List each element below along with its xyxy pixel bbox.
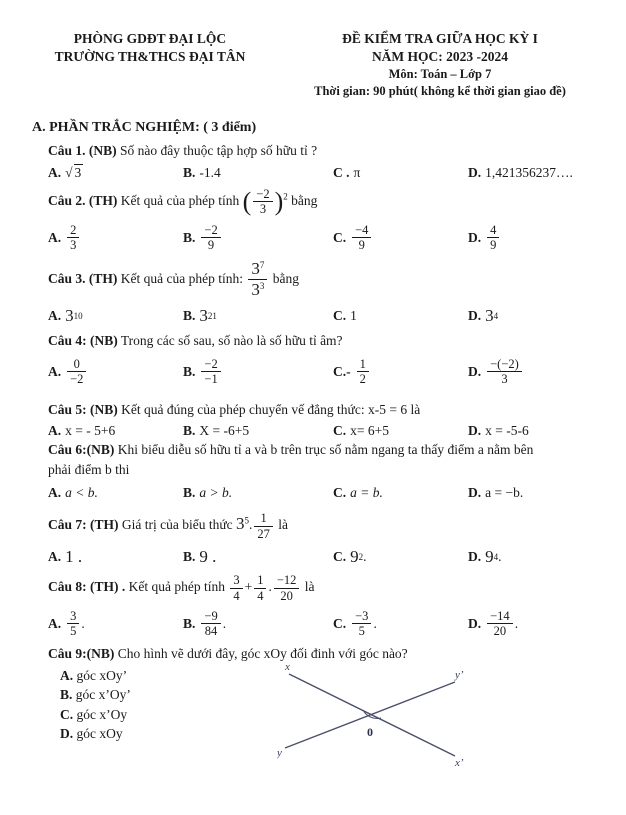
q1-option-d[interactable] <box>468 165 573 181</box>
q7-option-b-value: 9 . <box>199 547 217 567</box>
q8-option-b-label: B. <box>183 615 196 631</box>
q2-option-c-num: −4 <box>355 222 369 237</box>
question-8-label: Câu 8: (TH) . <box>48 579 126 595</box>
q2-option-c[interactable] <box>333 223 468 253</box>
q7-option-b-label: B. <box>183 549 196 565</box>
question-7-answers <box>48 547 604 567</box>
question-1-answers <box>48 164 604 181</box>
q9-option-a[interactable]: A. góc xOy’ <box>60 667 128 683</box>
q8-option-b-den: 84 <box>201 623 220 638</box>
question-2 <box>48 187 604 217</box>
school-name: TRƯỜNG TH&THCS ĐẠI TÂN <box>54 49 246 65</box>
q6-option-d[interactable] <box>468 485 523 501</box>
intersecting-lines-figure <box>277 660 467 770</box>
q1-option-a-value: 3 <box>74 165 82 181</box>
q9-option-d-value: góc xOy <box>76 726 123 742</box>
q6-option-b[interactable] <box>183 485 333 501</box>
q7-option-c-label: C. <box>333 549 347 565</box>
q8-option-a[interactable]: A. $\frac{3}{5}$ . <box>48 608 85 639</box>
question-4 <box>48 332 604 351</box>
q6-option-a[interactable] <box>48 485 183 501</box>
q4-option-c-num: 1 <box>359 356 366 371</box>
q9-option-b-value: góc x’Oy’ <box>75 687 131 703</box>
q6-option-d-label: D. <box>468 485 482 501</box>
exam-info-block <box>274 30 606 100</box>
q1-option-c-label: C . <box>333 164 350 180</box>
q7-option-d[interactable]: D. 9 4 . <box>468 547 502 567</box>
q1-option-d-value: 1,421356237…. <box>485 164 573 180</box>
q8-option-c-label: C. <box>333 615 347 631</box>
q7-expression: $3^5$. $\frac{1}{27}$ <box>236 517 275 532</box>
q3-option-c-value: 1 <box>350 308 357 324</box>
q4-option-a-den: −2 <box>67 371 86 386</box>
q5-option-a-value: x = - 5+6 <box>65 422 116 438</box>
q2-option-d[interactable] <box>468 223 501 253</box>
q2-option-c-label: C. <box>333 229 347 245</box>
question-3-label: Câu 3. (TH) <box>48 270 118 286</box>
q8-option-d-label: D. <box>468 615 482 631</box>
q3-option-d[interactable] <box>468 306 498 326</box>
q5-option-a[interactable] <box>48 423 183 439</box>
q8-option-b[interactable]: B. $\frac{-9}{84}$ . <box>183 608 227 639</box>
q8-option-d-den: 20 <box>487 623 513 638</box>
q3-expr-num: $3^7$ <box>251 258 265 278</box>
q3-option-c-label: C. <box>333 308 347 324</box>
q6-option-b-label: B. <box>183 485 196 501</box>
question-2-text-end: bằng <box>291 193 318 209</box>
q9-option-d[interactable]: D. góc xOy <box>60 726 123 742</box>
q5-option-d-label: D. <box>468 422 482 438</box>
q5-option-b-value: X = -6+5 <box>199 422 250 438</box>
label-x: x <box>285 660 290 673</box>
question-3 <box>48 259 604 301</box>
q5-option-b[interactable] <box>183 423 333 439</box>
q4-option-a-label: A. <box>48 363 62 379</box>
question-8 <box>48 573 604 603</box>
question-2-answers <box>48 223 604 253</box>
question-7-label: Câu 7: (TH) <box>48 517 119 533</box>
q3-option-c[interactable] <box>333 308 468 324</box>
q8-option-c[interactable]: C. $\frac{-3}{5}$ . <box>333 608 377 639</box>
q2-option-a[interactable] <box>48 223 183 253</box>
question-9-text: Cho hình vẽ dưới đây, góc xOy đối đinh với góc nào? <box>117 645 408 661</box>
label-xprime: x’ <box>455 756 464 769</box>
q6-option-c[interactable] <box>333 485 468 501</box>
q8-expression: $\frac{3}{4}$ + $\frac{1}{4}$ . $\frac{-12}{20}$ <box>228 579 301 594</box>
question-3-text-end: bằng <box>272 270 299 286</box>
q2-option-d-label: D. <box>468 229 482 245</box>
exam-title: ĐỀ KIỂM TRA GIỮA HỌC KỲ I <box>342 31 538 46</box>
q2-expr-exponent: 2 <box>283 191 288 202</box>
question-4-answers <box>48 357 604 387</box>
q1-option-d-label: D. <box>468 164 482 180</box>
question-3-text: Kết quả của phép tính: <box>120 270 243 286</box>
label-origin: 0 <box>367 724 373 739</box>
question-8-answers <box>48 609 604 639</box>
q8-option-c-den: 5 <box>352 623 371 638</box>
q4-option-c-label: C.- <box>333 363 351 379</box>
q4-option-d-num: −(−2) <box>490 356 519 371</box>
q8-option-a-den: 5 <box>67 623 79 638</box>
q7-option-c-exp: 2 <box>358 552 364 563</box>
q6-option-d-value: a = −b. <box>485 485 524 501</box>
q3-expr-den: $3^3$ <box>248 279 267 300</box>
q4-option-d-den: 3 <box>487 371 522 386</box>
q3-expression <box>248 259 267 301</box>
q7-option-d-label: D. <box>468 549 482 565</box>
q3-option-b-base: 3 <box>199 306 208 326</box>
q9-option-c-value: góc x’Oy <box>76 706 128 722</box>
q7-option-c[interactable]: C. 9 2 . <box>333 547 367 567</box>
q1-option-c-value: π <box>353 164 361 180</box>
q5-option-c[interactable] <box>333 423 468 439</box>
q7-option-b[interactable] <box>183 547 333 567</box>
question-8-text-end: là <box>304 579 315 595</box>
question-5 <box>48 401 604 420</box>
section-a-title: A. PHẦN TRẮC NGHIỆM: ( 3 điểm) <box>32 120 257 136</box>
q3-option-a-base: 3 <box>65 306 74 326</box>
q2-expression <box>243 187 288 217</box>
question-6 <box>48 441 604 460</box>
q3-option-a[interactable] <box>48 306 183 326</box>
q5-option-d[interactable] <box>468 423 529 439</box>
q2-option-b-label: B. <box>183 229 196 245</box>
q7-option-d-base: 9 <box>485 547 494 567</box>
document-header <box>0 0 626 100</box>
question-8-text: Kết quả phép tính <box>128 579 225 595</box>
q7-option-c-base: 9 <box>350 547 359 567</box>
school-year: NĂM HỌC: 2023 -2024 <box>371 49 509 65</box>
q9-option-c[interactable]: C. góc x’Oy <box>60 706 128 722</box>
q1-option-c[interactable] <box>333 165 468 181</box>
q5-option-c-value: x= 6+5 <box>350 422 389 438</box>
q6-option-a-label: A. <box>48 485 62 501</box>
q1-option-b-value: -1.4 <box>199 164 221 180</box>
q1-option-b[interactable] <box>183 165 333 181</box>
question-5-label: Câu 5: (NB) <box>48 401 118 417</box>
q2-option-b[interactable] <box>183 223 333 253</box>
question-3-answers <box>48 306 604 326</box>
q6-option-c-label: C. <box>333 485 347 501</box>
q6-option-b-value: a > b. <box>199 485 233 501</box>
q4-option-c[interactable] <box>333 357 468 387</box>
question-6-label: Câu 6:(NB) <box>48 441 115 457</box>
q9-option-b[interactable]: B. góc x’Oy’ <box>60 687 131 703</box>
q7-option-a-value: 1 . <box>65 547 83 567</box>
department-name: PHÒNG GDĐT ĐẠI LỘC <box>73 31 227 46</box>
q1-option-b-label: B. <box>183 164 196 180</box>
question-4-label: Câu 4: (NB) <box>48 333 118 349</box>
q6-option-a-value: a < b. <box>65 485 98 501</box>
q1-option-a[interactable] <box>48 164 183 181</box>
right-paren: ) <box>274 186 284 216</box>
q4-option-d-label: D. <box>468 363 482 379</box>
q3-option-b-exp: 21 <box>207 311 217 322</box>
q8-option-a-label: A. <box>48 615 62 631</box>
q7-option-d-exp: 4 <box>493 552 499 563</box>
q2-option-b-num: −2 <box>204 222 218 237</box>
question-4-text: Trong các số sau, số nào là số hữu tỉ âm? <box>120 333 343 349</box>
q7-option-a[interactable] <box>48 547 183 567</box>
q8-option-c-num: −3 <box>355 608 369 623</box>
q2-option-a-den: 3 <box>67 237 79 252</box>
q8-option-d[interactable]: D. $\frac{-14}{20}$ . <box>468 608 519 639</box>
q2-expr-num: −2 <box>256 187 270 202</box>
question-9-figure-block <box>22 660 604 786</box>
q2-option-d-num: 4 <box>490 222 497 237</box>
question-9-label: Câu 9:(NB) <box>48 645 115 661</box>
school-block <box>20 30 274 100</box>
sqrt-icon: √ <box>65 164 73 180</box>
q5-option-b-label: B. <box>183 422 196 438</box>
q3-option-d-base: 3 <box>485 306 494 326</box>
q9-option-a-value: góc xOy’ <box>76 667 128 683</box>
q8-option-d-num: −14 <box>490 608 510 623</box>
duration-note: Thời gian: 90 phút( không kể thời gian giao đề) <box>314 84 566 99</box>
subject-grade: Môn: Toán – Lớp 7 <box>388 67 492 82</box>
question-7 <box>48 511 604 541</box>
question-6-text-line2: phải điểm b thi <box>48 461 130 477</box>
q5-option-c-label: C. <box>333 422 347 438</box>
q4-option-a-num: 0 <box>73 356 80 371</box>
q3-option-d-exp: 4 <box>493 311 499 322</box>
q5-option-a-label: A. <box>48 422 62 438</box>
question-7-text-end: là <box>278 517 289 533</box>
q2-option-a-num: 2 <box>70 222 77 237</box>
q4-option-b-label: B. <box>183 363 196 379</box>
q3-option-b-label: B. <box>183 308 196 324</box>
q2-expr-den: 3 <box>253 201 272 216</box>
q5-option-d-value: x = -5-6 <box>485 422 529 438</box>
line-x-xprime <box>289 674 455 756</box>
question-6-text: Khi biểu diễu số hữu tỉ a và b trên trục số nằm ngang ta thấy điểm a nằm bên <box>117 441 534 457</box>
question-7-text: Giá trị của biểu thức <box>121 517 233 533</box>
q4-option-a[interactable] <box>48 357 183 387</box>
question-5-text: Kết quả đúng của phép chuyển vế đẳng thức: x-5 = 6 là <box>121 401 421 417</box>
q4-option-b-num: −2 <box>204 356 218 371</box>
q3-option-d-label: D. <box>468 308 482 324</box>
q2-option-a-label: A. <box>48 229 62 245</box>
q3-option-b[interactable] <box>183 306 333 326</box>
q1-option-a-label: A. <box>48 164 62 180</box>
q2-option-b-den: 9 <box>201 237 220 252</box>
question-1 <box>48 142 604 161</box>
q8-option-a-num: 3 <box>70 608 77 623</box>
label-yprime: y’ <box>455 668 464 681</box>
q6-option-c-value: a = b. <box>350 485 383 501</box>
question-2-text: Kết quả của phép tính <box>120 193 240 209</box>
q2-option-c-den: 9 <box>352 237 371 252</box>
q3-option-a-exp: 10 <box>73 311 83 322</box>
label-y: y <box>277 746 282 759</box>
question-5-answers <box>48 423 604 439</box>
left-paren: ( <box>242 186 252 216</box>
q4-option-c-den: 2 <box>357 371 369 386</box>
q8-option-b-num: −9 <box>204 608 218 623</box>
q3-option-a-label: A. <box>48 308 62 324</box>
question-6-answers <box>48 485 604 501</box>
q2-option-d-den: 9 <box>487 237 499 252</box>
question-1-text: Số nào đây thuộc tập hợp số hữu tỉ ? <box>120 143 318 159</box>
q7-option-a-label: A. <box>48 549 62 565</box>
q4-option-d[interactable] <box>468 357 524 387</box>
question-2-label: Câu 2. (TH) <box>48 193 118 209</box>
q4-option-b-den: −1 <box>201 371 220 386</box>
question-1-label: Câu 1. (NB) <box>48 143 117 159</box>
exam-body <box>0 100 626 785</box>
q4-option-b[interactable] <box>183 357 333 387</box>
